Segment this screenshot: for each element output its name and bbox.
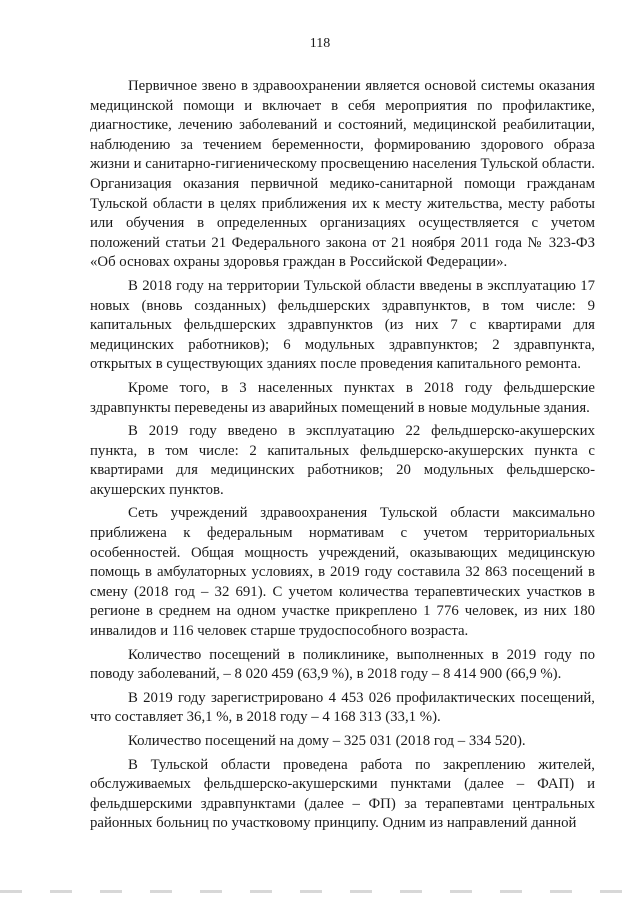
paragraph-clinic-visits: Количество посещений в поликлинике, выполненных в 2019 году по поводу заболеваний, – 8 020 459 (63,9 %), в 2018 году – 8 414 900 (66,9 %). — [90, 646, 595, 683]
paragraph-home-visits: Количество посещений на дому – 325 031 (2018 год – 334 520). — [128, 733, 526, 749]
paragraph-primary-care: Первичное звено в здравоохранении является основой системы оказания медицинской помощи и включает в себя мероприятия по профилактике, диагностике, лечению заболеваний и состояний, медицинской реабилитации, наблюдению за течением беременности, формированию здорового образа жизни и санитарно-гигиеническому просвещению населения Тульской области. Организация оказания первичной медико-санитарной помощи гражданам Тульской области в целях приближения их к месту жительства, месту работы или обучения в определенных организациях осуществляется с учетом положений статьи 21 Федерального закона от 21 ноября 2011 года № 323-ФЗ «Об основах охраны здоровья граждан в Российской Федерации». — [90, 78, 595, 271]
scan-edge-artifact — [0, 890, 640, 893]
paragraph-2019-fap: В 2019 году введено в эксплуатацию 22 фельдшерско-акушерских пункта, в том числе: 2 капитальных фельдшерско-акушерских пункта с квартирами для медицинских работников; 20 модульных фельдшерско-акушерских пунктов. — [90, 423, 595, 498]
paragraph-network-capacity: Сеть учреждений здравоохранения Тульской области максимально приближена к федеральным нормативам с учетом территориальных особенностей. Общая мощность учреждений, оказывающих медицинскую помощь в амбулаторных условиях, в 2019 году составила 32 863 посещений в смену (2018 год – 32 691). С учетом количества терапевтических участков в регионе в среднем на одном участке прикреплено 1 776 человек, из них 180 инвалидов и 116 человек старше трудоспособного возраста. — [90, 505, 595, 640]
paragraph-assignment: В Тульской области проведена работа по закреплению жителей, обслуживаемых фельдшерско-акушерскими пунктами (далее – ФАП) и фельдшерскими здравпунктами (далее – ФП) за терапевтами центральных районных больниц по участковому принципу. Одним из направлений данной — [90, 756, 595, 832]
document-body — [90, 77, 595, 834]
page-number: 118 — [309, 36, 331, 51]
paragraph-2018-feldsher-points: В 2018 году на территории Тульской области введены в эксплуатацию 17 новых (вновь созданных) фельдшерских здравпунктов, в том числе: 9 капитальных фельдшерских здравпунктов (из них 7 с квартирами для медицинских работников); 6 модульных здравпунктов; 2 здравпункта, открытых в существующих зданиях после проведения капитального ремонта. — [90, 277, 595, 373]
paragraph-relocated-points: Кроме того, в 3 населенных пунктах в 2018 году фельдшерские здравпункты переведены из аварийных помещений в новые модульные здания. — [90, 379, 595, 416]
paragraph-preventive-visits: В 2019 году зарегистрировано 4 453 026 профилактических посещений, что составляет 36,1 %, в 2018 году – 4 168 313 (33,1 %). — [90, 689, 595, 726]
